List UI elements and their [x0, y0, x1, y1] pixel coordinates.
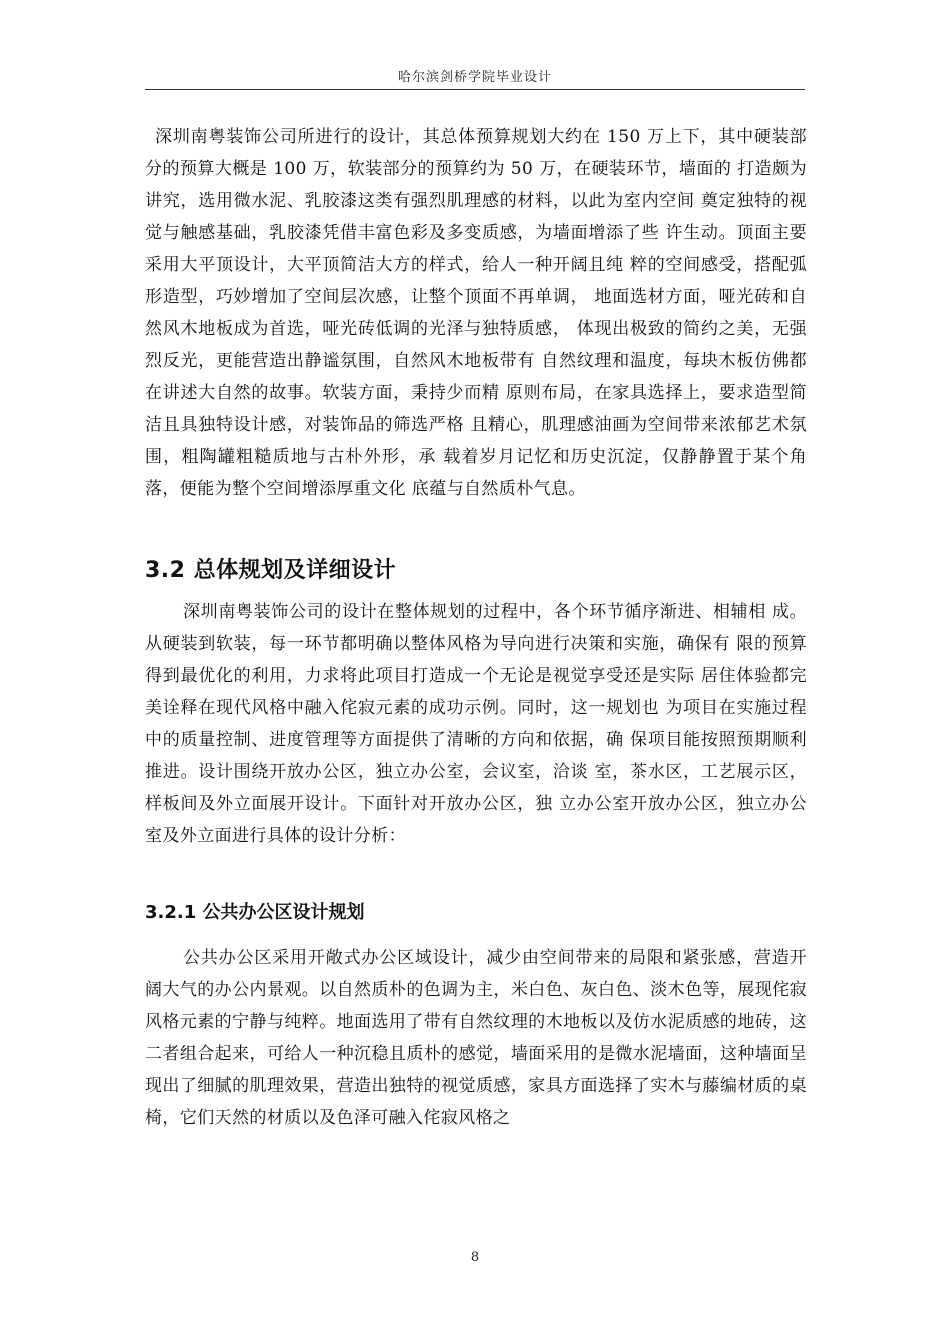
header-divider — [145, 89, 805, 90]
paragraph-budget: 深圳南粤装饰公司所进行的设计，其总体预算规划大约在 150 万上下，其中硬装部分的预算大概是 100 万，软装部分的预算约为 50 万，在硬装环节，墙面的 打造颇为讲究，选用微水泥、乳胶漆这类有强烈肌理感的材料，以此为室内空间 奠定独特的视觉与触感基础，乳胶漆凭借丰富色彩及多变质感，为墙面增添了些 许生动。顶面主要采用大平顶设计，大平顶简洁大方的样式，给人一种开阔且纯 粹的空间感受，搭配弧形造型，巧妙增加了空间层次感，让整个顶面不再单调， 地面选材方面，哑光砖和自然风木地板成为首选，哑光砖低调的光泽与独特质感， 体现出极致的简约之美，无强烈反光，更能营造出静谧氛围，自然风木地板带有 自然纹理和温度，每块木板仿佛都在讲述大自然的故事。软装方面，秉持少而精 原则布局，在家具选择上，要求造型简洁且具独特设计感，对装饰品的筛选严格 且精心，肌理感油画为空间带来浓郁艺术氛围，粗陶罐粗糙质地与古朴外形，承 载着岁月记忆和历史沉淀，仅静静置于某个角落，便能为整个空间增添厚重文化 底蕴与自然质朴气息。 — [145, 127, 807, 499]
section-heading-3-2-1: 3.2.1 公共办公区设计规划 — [145, 902, 365, 923]
page-number: 8 — [470, 1250, 480, 1265]
section-heading-3-2: 3.2 总体规划及详细设计 — [145, 558, 397, 583]
paragraph-overall-plan: 深圳南粤装饰公司的设计在整体规划的过程中，各个环节循序渐进、相辅相 成。从硬装到软装，每一环节都明确以整体风格为导向进行决策和实施，确保有 限的预算得到最优化的利用，力求将此项目打造成一个无论是视觉享受还是实际 居住体验都完美诠释在现代风格中融入侘寂元素的成功示例。同时，这一规划也 为项目在实施过程中的质量控制、进度管理等方面提供了清晰的方向和依据，确 保项目能按照预期顺利推进。设计围绕开放办公区，独立办公室，会议室，洽谈 室，茶水区，工艺展示区，样板间及外立面展开设计。下面针对开放办公区，独 立办公室开放办公区，独立办公室及外立面进行具体的设计分析： — [145, 602, 807, 846]
page-header: 哈尔滨剑桥学院毕业设计 — [397, 70, 552, 85]
paragraph-public-office: 公共办公区采用开敞式办公区域设计，减少由空间带来的局限和紧张感，营造开阔大气的办公内景观。以自然质朴的色调为主，米白色、灰白色、淡木色等，展现侘寂风格元素的宁静与纯粹。地面选用了带有自然纹理的木地板以及仿水泥质感的地砖，这二者组合起来，可给人一种沉稳且质朴的感觉，墙面采用的是微水泥墙面，这种墙面呈现出了细腻的肌理效果，营造出独特的视觉质感，家具方面选择了实木与藤编材质的桌椅，它们天然的材质以及色泽可融入侘寂风格之 — [145, 948, 807, 1128]
